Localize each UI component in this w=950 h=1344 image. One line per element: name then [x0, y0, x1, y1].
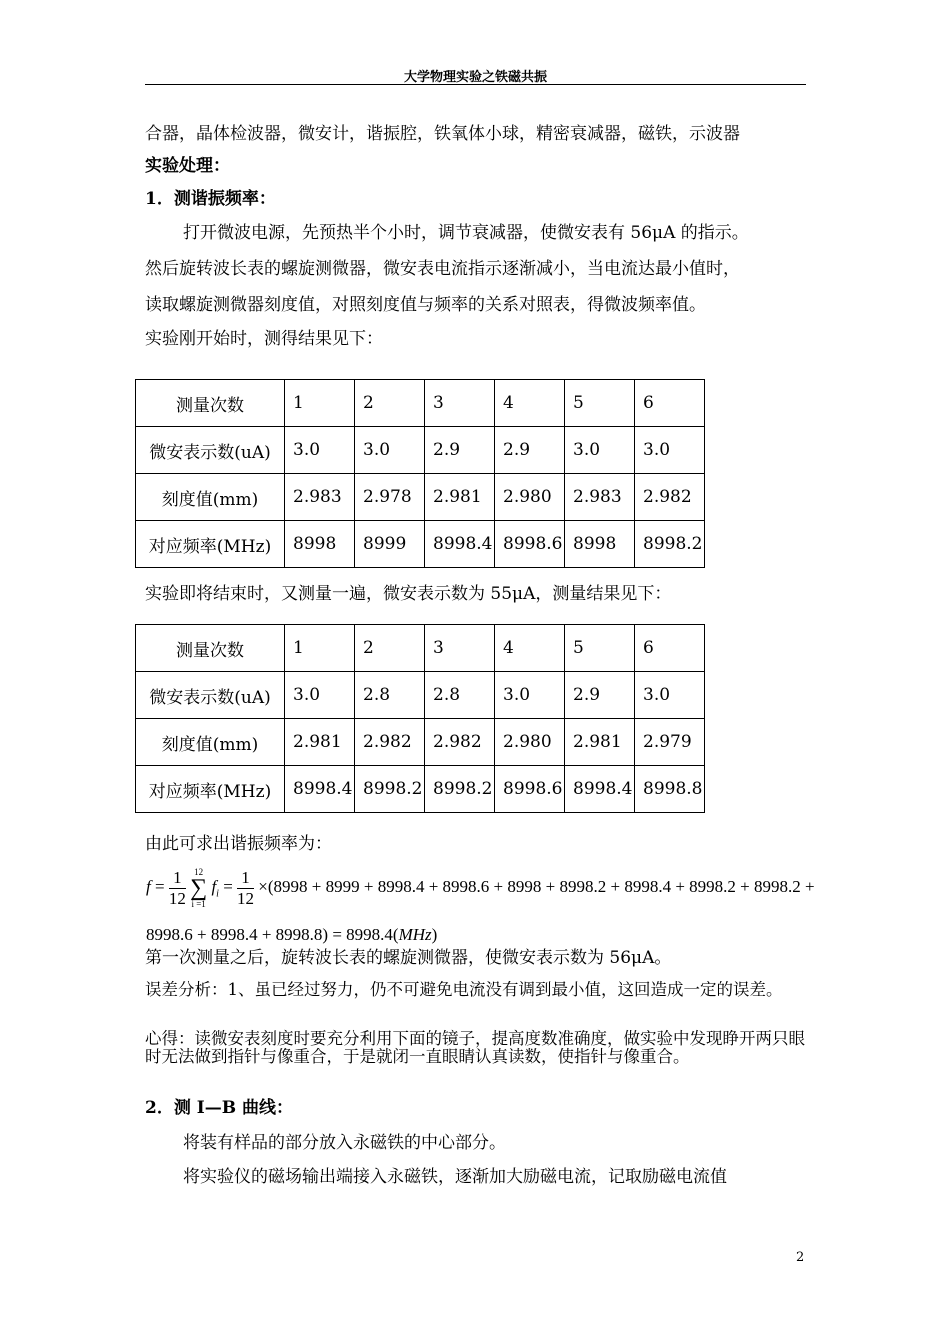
summation [190, 867, 207, 909]
row-label: 微安表示数(uA) [136, 672, 285, 719]
formula-sum-terms: ×(8998 + 8999 + 8998.4 + 8998.6 + 8998 + 8998.2 + 8998.4 + 8998.2 + 8998.2 + [258, 876, 815, 896]
table-cell: 8998.6 [495, 766, 565, 813]
table-cell: 5 [565, 625, 635, 672]
table-cell: 8998.2 [635, 521, 705, 568]
table-cell: 2.980 [495, 719, 565, 766]
table-cell: 6 [635, 625, 705, 672]
table-cell: 2.980 [495, 474, 565, 521]
table-row [136, 427, 705, 474]
table-row [136, 521, 705, 568]
table-row [136, 719, 705, 766]
fraction-numerator: 1 [237, 868, 254, 889]
paragraph-line: 将实验仪的磁场输出端接入永磁铁，逐渐加大励磁电流，记取励磁电流值 [183, 1167, 727, 1187]
row-label: 微安表示数(uA) [136, 427, 285, 474]
header-rule [145, 84, 806, 85]
formula-fraction [169, 868, 186, 909]
table-cell: 3 [425, 380, 495, 427]
sub1-heading: 1．测谐振频率： [145, 189, 276, 209]
table-cell: 2.982 [635, 474, 705, 521]
table-cell: 3.0 [635, 427, 705, 474]
sub2-heading: 2．测 I—B 曲线： [145, 1098, 293, 1118]
header-title: 大学物理实验之铁磁共振 [403, 70, 547, 85]
table-cell: 1 [285, 625, 355, 672]
table-cell: 2 [355, 380, 425, 427]
paragraph-line: 打开微波电源，先预热半个小时，调节衰减器，使微安表有 56μA 的指示。 [183, 223, 749, 243]
table-cell: 8998.4 [285, 766, 355, 813]
table-cell: 2.981 [565, 719, 635, 766]
table-cell: 3.0 [355, 427, 425, 474]
sum-symbol: ∑ [190, 875, 208, 901]
fraction-denominator: 12 [168, 888, 186, 908]
table-cell: 3.0 [495, 672, 565, 719]
table-cell: 3.0 [285, 672, 355, 719]
paragraph-line: 实验刚开始时，测得结果见下： [145, 329, 383, 349]
fraction-numerator: 1 [169, 868, 186, 889]
table-row [136, 672, 705, 719]
table-cell: 8998.4 [425, 521, 495, 568]
table-cell: 2.983 [565, 474, 635, 521]
table-row [136, 625, 705, 672]
table-cell: 1 [285, 380, 355, 427]
table-cell: 6 [635, 380, 705, 427]
note-line: 第一次测量之后，旋转波长表的螺旋测微器，使微安表示数为 56μA。 [145, 948, 672, 968]
table-cell: 8999 [355, 521, 425, 568]
row-label: 测量次数 [136, 380, 285, 427]
formula-tail-close: ) [431, 925, 438, 944]
formula-term: f [211, 876, 217, 896]
table-cell: 2.979 [635, 719, 705, 766]
row-label: 对应频率(MHz) [136, 766, 285, 813]
table-cell: 2 [355, 625, 425, 672]
formula-tail: 8998.6 + 8998.4 + 8998.8) = 8998.4( [146, 925, 399, 944]
insight-paragraph: 心得：读微安表刻度时要充分利用下面的镜子，提高度数准确度，做实验中发现睁开两只眼时无法做到指针与像重合，于是就闭一直眼睛认真读数，使指针与像重合。 [145, 1029, 805, 1066]
equipment-line: 合器，晶体检波器，微安计，谐振腔，铁氧体小球，精密衰减器，磁铁，示波器 [145, 124, 740, 144]
table-cell: 8998.4 [565, 766, 635, 813]
formula-term-subscript: i [216, 888, 219, 900]
table-cell: 2.981 [285, 719, 355, 766]
table-cell: 2.8 [355, 672, 425, 719]
table-cell: 4 [495, 380, 565, 427]
table-cell: 3 [425, 625, 495, 672]
table-cell: 2.982 [425, 719, 495, 766]
section-heading: 实验处理： [145, 156, 230, 176]
table-cell: 8998.8 [635, 766, 705, 813]
table-cell: 2.981 [425, 474, 495, 521]
formula-equals: = [154, 876, 165, 896]
table-cell: 2.983 [285, 474, 355, 521]
paragraph-line: 将装有样品的部分放入永磁铁的中心部分。 [183, 1133, 506, 1153]
error-analysis: 误差分析：1、虽已经过努力，仍不可避免电流没有调到最小值，这回造成一定的误差。 [145, 980, 783, 999]
table-cell: 3.0 [565, 427, 635, 474]
formula-continuation [146, 925, 437, 945]
page-number: 2 [796, 1250, 805, 1265]
paragraph-line: 然后旋转波长表的螺旋测微器，微安表电流指示逐渐减小，当电流达最小值时， [145, 259, 740, 279]
frequency-formula [146, 867, 815, 909]
table-cell: 8998.2 [355, 766, 425, 813]
sum-upper-limit: 12 [194, 867, 204, 877]
formula-lhs: f [146, 876, 151, 896]
formula-equals: = [223, 876, 233, 896]
formula-unit: MHz [398, 925, 432, 944]
table-cell: 2.9 [425, 427, 495, 474]
table2-intro: 实验即将结束时，又测量一遍，微安表示数为 55μA，测量结果见下： [145, 584, 672, 604]
table-row [136, 380, 705, 427]
row-label: 刻度值(mm) [136, 719, 285, 766]
table-cell: 2.8 [425, 672, 495, 719]
sum-lower-limit: i =1 [191, 899, 206, 909]
table-row [136, 766, 705, 813]
table-cell: 3.0 [285, 427, 355, 474]
fraction-denominator: 12 [237, 888, 255, 908]
table-cell: 8998 [565, 521, 635, 568]
paragraph-line: 读取螺旋测微器刻度值，对照刻度值与频率的关系对照表，得微波频率值。 [145, 295, 706, 315]
table-cell: 2.9 [495, 427, 565, 474]
table-cell: 8998.2 [425, 766, 495, 813]
formula-fraction [237, 868, 254, 909]
table-cell: 2.982 [355, 719, 425, 766]
table-cell: 8998.6 [495, 521, 565, 568]
measurement-table-1 [135, 379, 705, 568]
row-label: 刻度值(mm) [136, 474, 285, 521]
row-label: 对应频率(MHz) [136, 521, 285, 568]
result-intro: 由此可求出谐振频率为： [145, 834, 332, 854]
table-cell: 8998 [285, 521, 355, 568]
table-cell: 2.9 [565, 672, 635, 719]
table-row [136, 474, 705, 521]
table-cell: 2.978 [355, 474, 425, 521]
table-cell: 5 [565, 380, 635, 427]
measurement-table-2 [135, 624, 705, 813]
row-label: 测量次数 [136, 625, 285, 672]
table-cell: 4 [495, 625, 565, 672]
table-cell: 3.0 [635, 672, 705, 719]
